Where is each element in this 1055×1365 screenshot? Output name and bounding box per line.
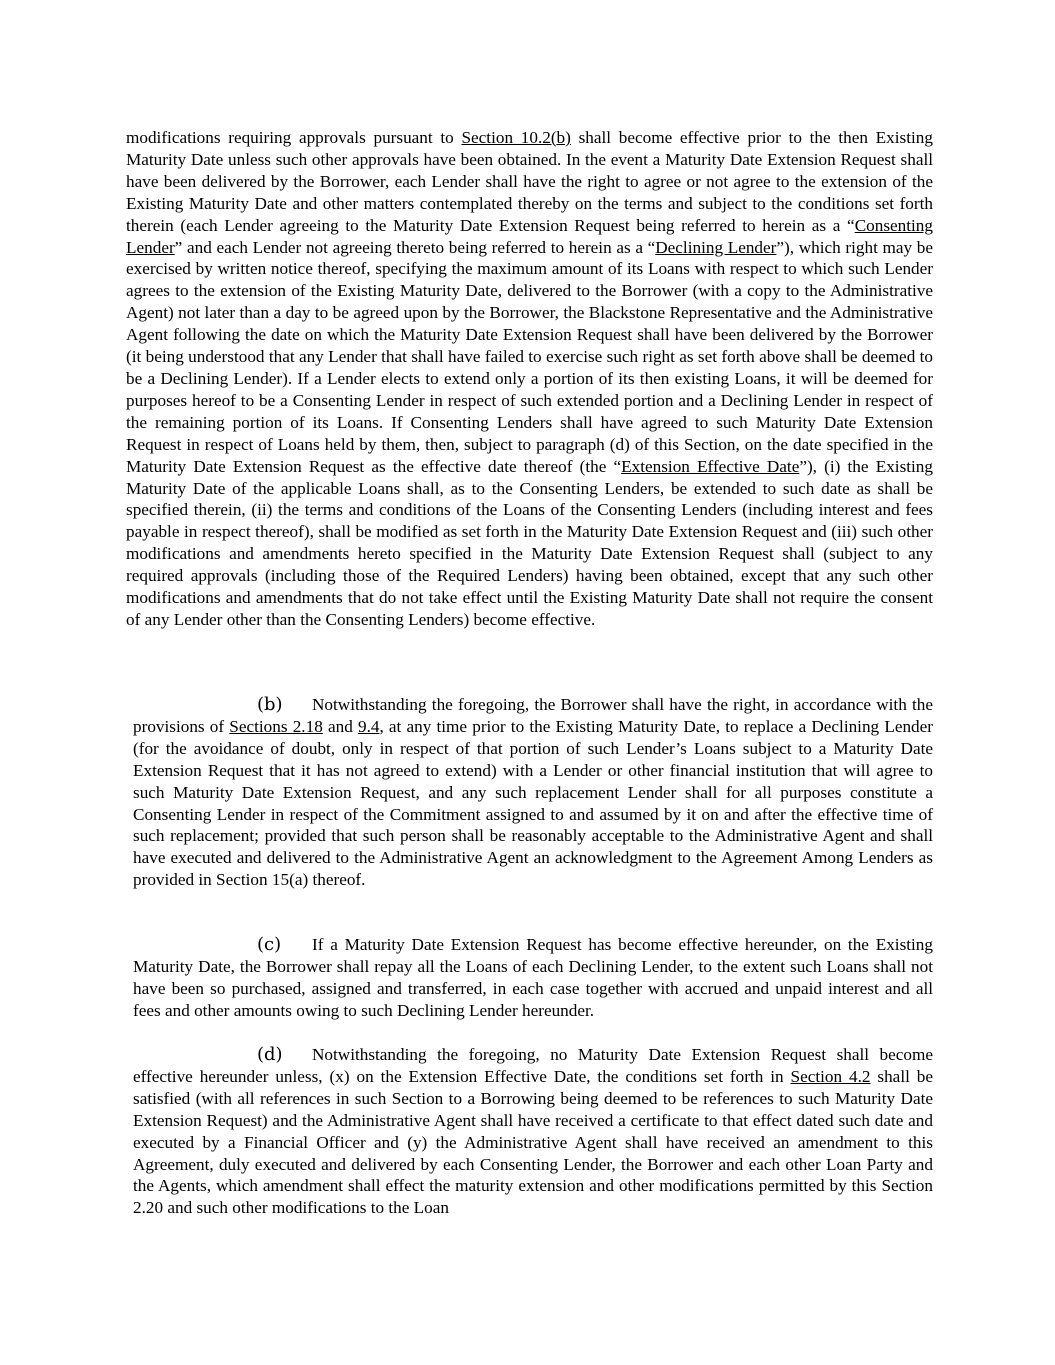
text: shall become effective prior to the then Existing Maturity Date unless such other approvals have been obtained. In the event a Maturity Date Extension Request shall have been delivered by the Borrower, each Lender shall have the right to agree or not agree to the extension of the Existing Maturity Date and other matters contemplated thereby on the terms and subject to the conditions set forth therein (each Lender agreeing to the Maturity Date Extension Request being referred to herein as a “ <box>126 128 933 235</box>
text: If a Maturity Date Extension Request has become effective hereunder, on the Existing Maturity Date, the Borrower shall repay all the Loans of each Declining Lender, to the extent such Loans shall not have been so purchased, assigned and transferred, in each case together with accrued and unpaid interest and all fees and other amounts owing to such Declining Lender hereunder. <box>133 935 933 1020</box>
paragraph-label: (c) <box>257 934 282 955</box>
section-reference: Section 10.2(b) <box>461 128 571 147</box>
paragraph-label: (d) <box>257 1044 283 1065</box>
section-reference: 9.4 <box>357 716 380 736</box>
text: shall be satisfied (with all references in such Section to a Borrowing being deemed to be references to such Maturity Date Extension Request) and the Administrative Agent shall have received a certificate to that effect dated such date and executed by a Financial Officer and (y) the Administrative Agent shall have received an amendment to this Agreement, duly executed and delivered by each Consenting Lender, the Borrower and each other Loan Party and the Agents, which amendment shall effect the maturity extension and other modifications permitted by this Section 2.20 and such other modifications to the Loan <box>133 1066 934 1218</box>
defined-term-extension-effective-date: Extension Effective Date <box>621 456 800 476</box>
text: ”), (i) the Existing Maturity Date of the applicable Loans shall, as to the Consenting Lenders, be extended to such date as shall be specified therein, (ii) the terms and conditions of the Loans of the Consenting Lenders (including interest and fees payable in respect thereof), shall be modified as set forth in the Maturity Date Extension Request and (iii) such other modifications and amendments hereto specified in the Maturity Date Extension Request shall (subject to any required approvals (including those of the Required Lenders) having been obtained, except that any such other modifications and amendments that do not take effect until the Existing Maturity Date shall not require the consent of any Lender other than the Consenting Lenders) become effective. <box>126 456 933 629</box>
text: and <box>322 716 358 736</box>
text: ” and each Lender not agreeing thereto being referred to herein as a “ <box>174 237 656 257</box>
section-reference: Sections 2.18 <box>229 716 323 736</box>
paragraph-b <box>133 694 933 891</box>
defined-term-declining-lender: Declining Lender <box>655 237 777 257</box>
paragraph-d <box>133 1044 933 1219</box>
text: , at any time prior to the Existing Maturity Date, to replace a Declining Lender (for the avoidance of doubt, only in respect of that portion of such Lender’s Loans subject to a Maturity Date Extension Request that it has not agreed to extend) with a Lender or other financial institution that will agree to such Maturity Date Extension Request, and any such replacement Lender shall for all purposes constitute a Consenting Lender in respect of the Commitment assigned to and assumed by it on and after the effective time of such replacement; provided that such person shall be reasonably acceptable to the Administrative Agent and shall have executed and delivered to the Administrative Agent an acknowledgment to the Agreement Among Lenders as provided in Section 15(a) thereof. <box>133 716 933 890</box>
text: Notwithstanding the foregoing, no Maturity Date Extension Request shall become effective hereunder unless, (x) on the Extension Effective Date, the conditions set forth in <box>133 1045 933 1086</box>
text: ”), which right may be exercised by written notice thereof, specifying the maximum amount of its Loans with respect to which such Lender agrees to the extension of the Existing Maturity Date, delivered to the Borrower (with a copy to the Administrative Agent) not later than a day to be agreed upon by the Borrower, the Blackstone Representative and the Administrative Agent following the date on which the Maturity Date Extension Request shall have been delivered by the Borrower (it being understood that any Lender that shall have failed to exercise such right as set forth above shall be deemed to be a Declining Lender). If a Lender elects to extend only a portion of its then existing Loans, it will be deemed for purposes hereof to be a Consenting Lender in respect of such extended portion and a Declining Lender in respect of the remaining portion of its Loans. If Consenting Lenders shall have agreed to such Maturity Date Extension Request in respect of Loans held by them, then, subject to paragraph (d) of this Section, on the date specified in the Maturity Date Extension Request as the effective date thereof (the “ <box>126 237 933 476</box>
text: Notwithstanding the foregoing, the Borrower shall have the right, in accordance with the provisions of <box>133 695 933 736</box>
paragraph-a-continuation <box>126 127 933 631</box>
defined-term-consenting-lender: Consenting Lender <box>126 215 933 257</box>
text: modifications requiring approvals pursuant to <box>126 128 462 147</box>
section-reference: Section 4.2 <box>790 1066 871 1086</box>
paragraph-c <box>133 934 933 1022</box>
paragraph-label: (b) <box>257 694 283 715</box>
